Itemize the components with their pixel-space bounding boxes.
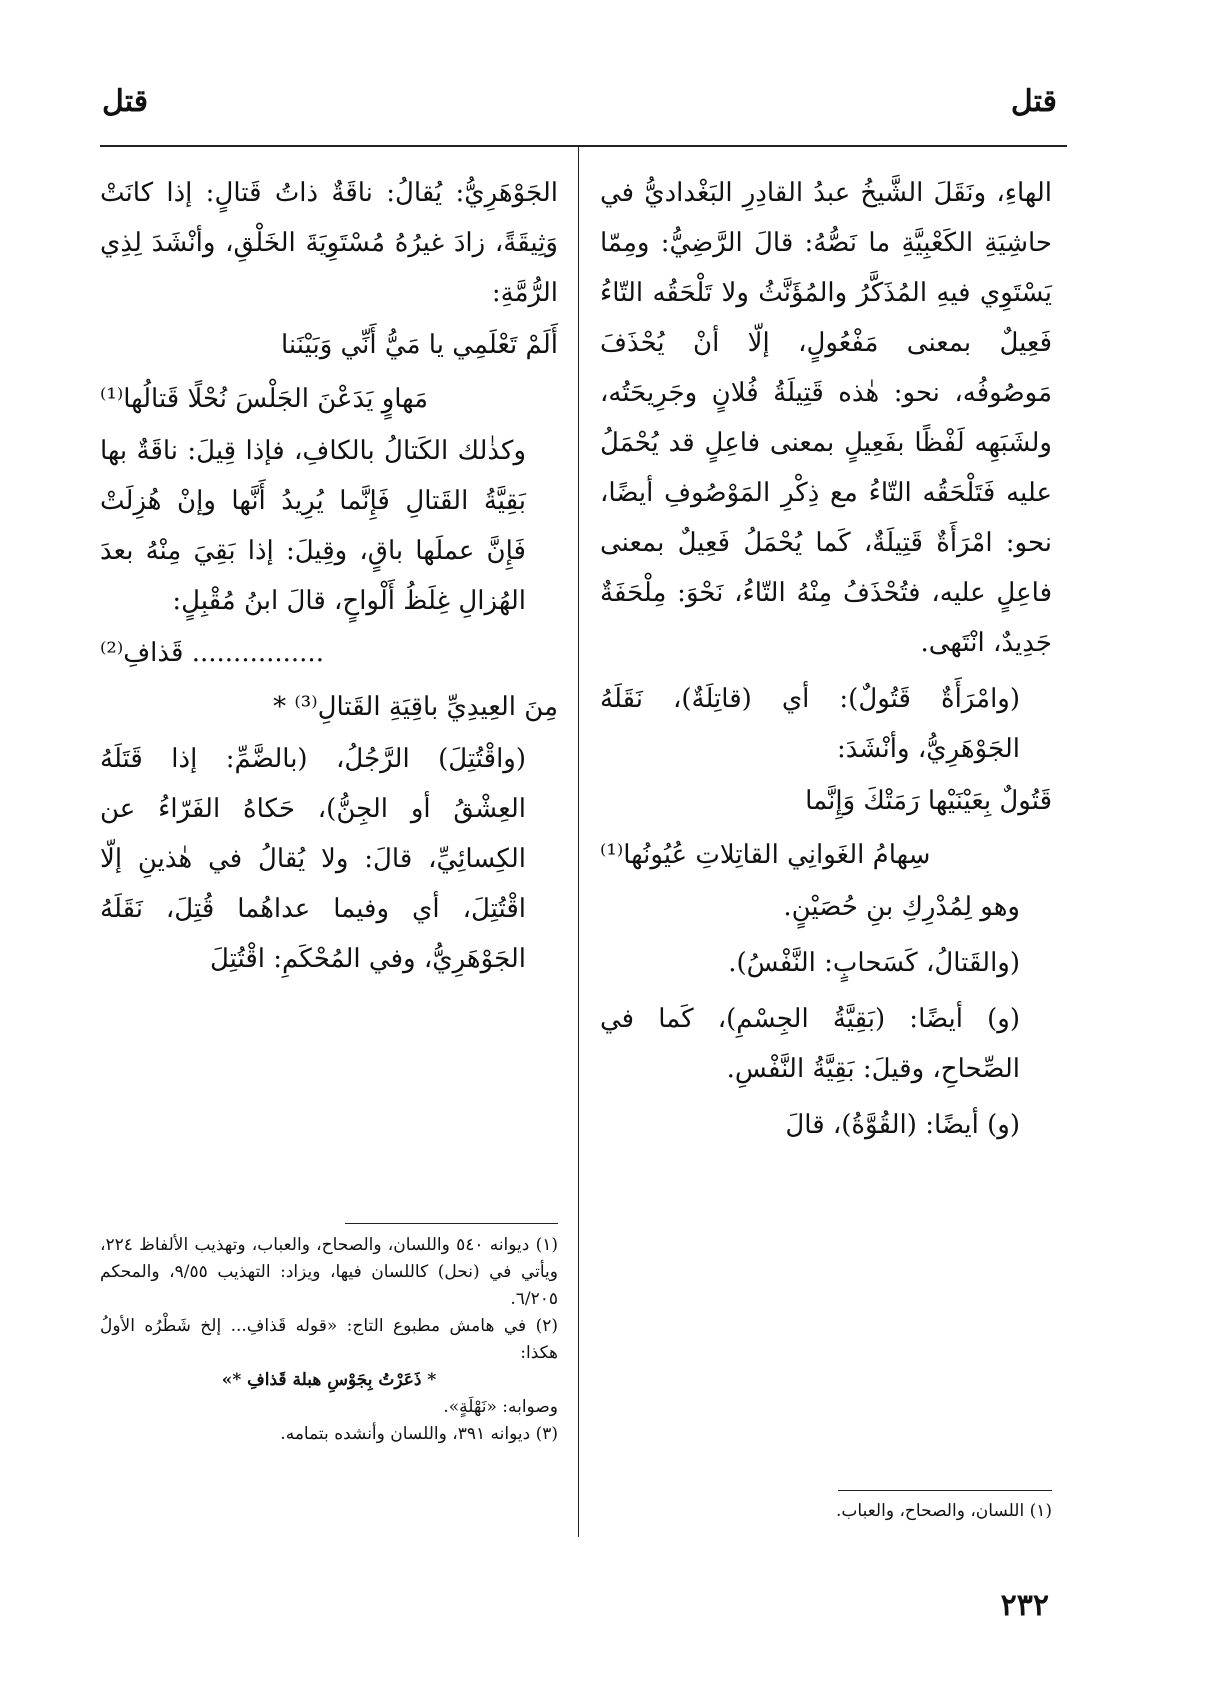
right-footnotes — [600, 1498, 1052, 1525]
left-paragraph-1: الجَوْهَرِيُّ: يُقالُ: ناقَةٌ ذاتُ قَتالٍ: إذا كانَتْ وَثِيقَةً، زادَ غيرُهُ مُسْتَوِيَةَ الخَلْقِ، وأنْشَدَ لِذِي الرُّمَّةِ: — [100, 178, 558, 308]
left-column — [100, 168, 558, 984]
right-column — [600, 168, 1052, 1150]
left-footnote-2-end: وصوابه: «نَهْلَةٍ». — [443, 1397, 558, 1417]
right-verse-1-second-hemistich: سِهامُ الغَوانِي القاتِلاتِ عُيُونُها⁽¹⁾ — [600, 840, 931, 870]
page-number: ٢٣٢ — [1000, 1588, 1049, 1623]
left-verse-1-first-hemistich: أَلَمْ تَعْلَمِي يا مَيُّ أَنِّي وَبَيْنَنا — [281, 330, 558, 360]
right-footnote-rule — [838, 1490, 1052, 1491]
right-paragraph-1: الهاءِ، ونَقَلَ الشَّيخُ عبدُ القادِرِ البَغْداديُّ في حاشِيَةِ الكَعْبِيَّةِ ما نَصُّهُ: قالَ الرَّضِيُّ: ومِمّا يَسْتَوِي فيهِ المُذَكَّرُ والمُؤَنَّثُ ولا تَلْحَقُه التّاءُ فَعِيلٌ بمعنى مَفْعُولٍ، إلّا أنْ يُحْذَفَ مَوصُوفُه، نحو: هٰذه قَتِيلَةُ فُلانٍ وجَرِيحَتُه، ولشَبَهِه لَفْظًا بفَعِيلٍ بمعنى فاعِلٍ قد يُحْمَلُ عليه فَتَلْحَقُه التّاءُ مع ذِكْرِ المَوْصُوفِ أيضًا، نحو: امْرَأَةٌ قَتِيلَةٌ، كَما يُحْمَلُ فَعِيلٌ بمعنى فاعِلٍ عليه، فتُحْذَفُ مِنْهُ التّاءُ، نَحْوَ: مِلْحَفَةٌ جَدِيدٌ، انْتَهى. — [600, 178, 1052, 658]
left-paragraph-2: وكذٰلك الكَتالُ بالكافِ، فإذا قِيلَ: ناقَةٌ بها بَقِيَّةُ القَتالِ فَإِنَّما يُرِيدُ أَنَّها وإنْ هُزِلَتْ فَإِنَّ عملَها باقٍ، وقِيلَ: إذا بَقِيَ مِنْهُ بعدَ الهُزالِ غِلَظُ أَلْواحٍ، قالَ ابنُ مُقْبِلٍ: — [100, 436, 526, 616]
left-verse-1-second-hemistich: مَهاوٍ يَدَعْنَ الجَلْسَ نُحْلًا قَتالُها⁽¹⁾ — [100, 384, 429, 414]
right-paragraph-5: (و) أيضًا: (بَقِيَّةُ الجِسْمِ)، كَما في الصِّحاحِ، وقيلَ: بَقِيَّةُ النَّفْسِ. — [600, 1004, 1020, 1084]
right-paragraph-4: (والقَتالُ، كَسَحابٍ: النَّفْسُ). — [728, 948, 1020, 978]
left-footnotes — [100, 1232, 558, 1448]
left-paragraph-3: (واقْتُتِلَ) الرَّجُلُ، (بالضَّمِّ: إذا قَتَلَهُ العِشْقُ أو الجِنُّ)، حَكاهُ الفَرّاءُ عن الكِسائِيِّ، قالَ: ولا يُقالُ في هٰذينِ إلّا اقْتُتِلَ، أي وفيما عداهُما قُتِلَ، نَقَلَهُ الجَوْهَرِيُّ، وفي المُحْكَمِ: اقْتُتِلَ — [100, 744, 526, 974]
right-verse-1-first-hemistich: قَتُولٌ بِعَيْنَيْها رَمَتْكَ وَإِنَّما — [805, 786, 1052, 816]
header-root-word-left: قتل — [102, 84, 149, 119]
column-divider — [578, 147, 579, 1537]
right-paragraph-2: (وامْرَأَةٌ قَتُولٌ): أي (قاتِلَةٌ)، نَقَلَهُ الجَوْهَرِيُّ، وأنْشَدَ: — [600, 684, 1020, 764]
left-footnote-1: (١) ديوانه ٥٤٠ واللسان، والصحاح، والعباب، وتهذيب الألفاظ ٢٢٤، ويأتي في (نحل) كاللسان فيها، ويزاد: التهذيب ٩/٥٥، والمحكم ٦/٢٠٥. — [100, 1235, 558, 1309]
left-footnote-2-verse: * ذَعَرْتُ بِجَوْسِ هبلة قَذافِ *» — [221, 1370, 437, 1390]
right-paragraph-3: وهو لِمُدْرِكِ بنِ حُصَيْنٍ. — [783, 892, 1020, 922]
header-rule — [100, 145, 1067, 147]
right-paragraph-6: (و) أيضًا: (القُوَّةُ)، قالَ — [785, 1110, 1020, 1140]
left-footnote-2: (٢) في هامش مطبوع التاج: «قوله قَذافِ... إلخ شَطْرُه الأولُ هكذا: — [100, 1316, 558, 1363]
right-footnote-1: (١) اللسان، والصحاح، والعباب. — [836, 1501, 1052, 1521]
left-footnote-3: (٣) ديوانه ٣٩١، واللسان وأنشده بتمامه. — [280, 1424, 558, 1444]
left-verse-2-first-hemistich: ................ قَذافِ⁽²⁾ — [100, 638, 324, 668]
left-verse-2-second-hemistich: مِنَ العِيدِيِّ باقِيَةِ القَتالِ⁽³⁾ * — [273, 692, 558, 722]
left-footnote-rule — [345, 1223, 558, 1224]
header-root-word-right: قتل — [1010, 84, 1057, 119]
